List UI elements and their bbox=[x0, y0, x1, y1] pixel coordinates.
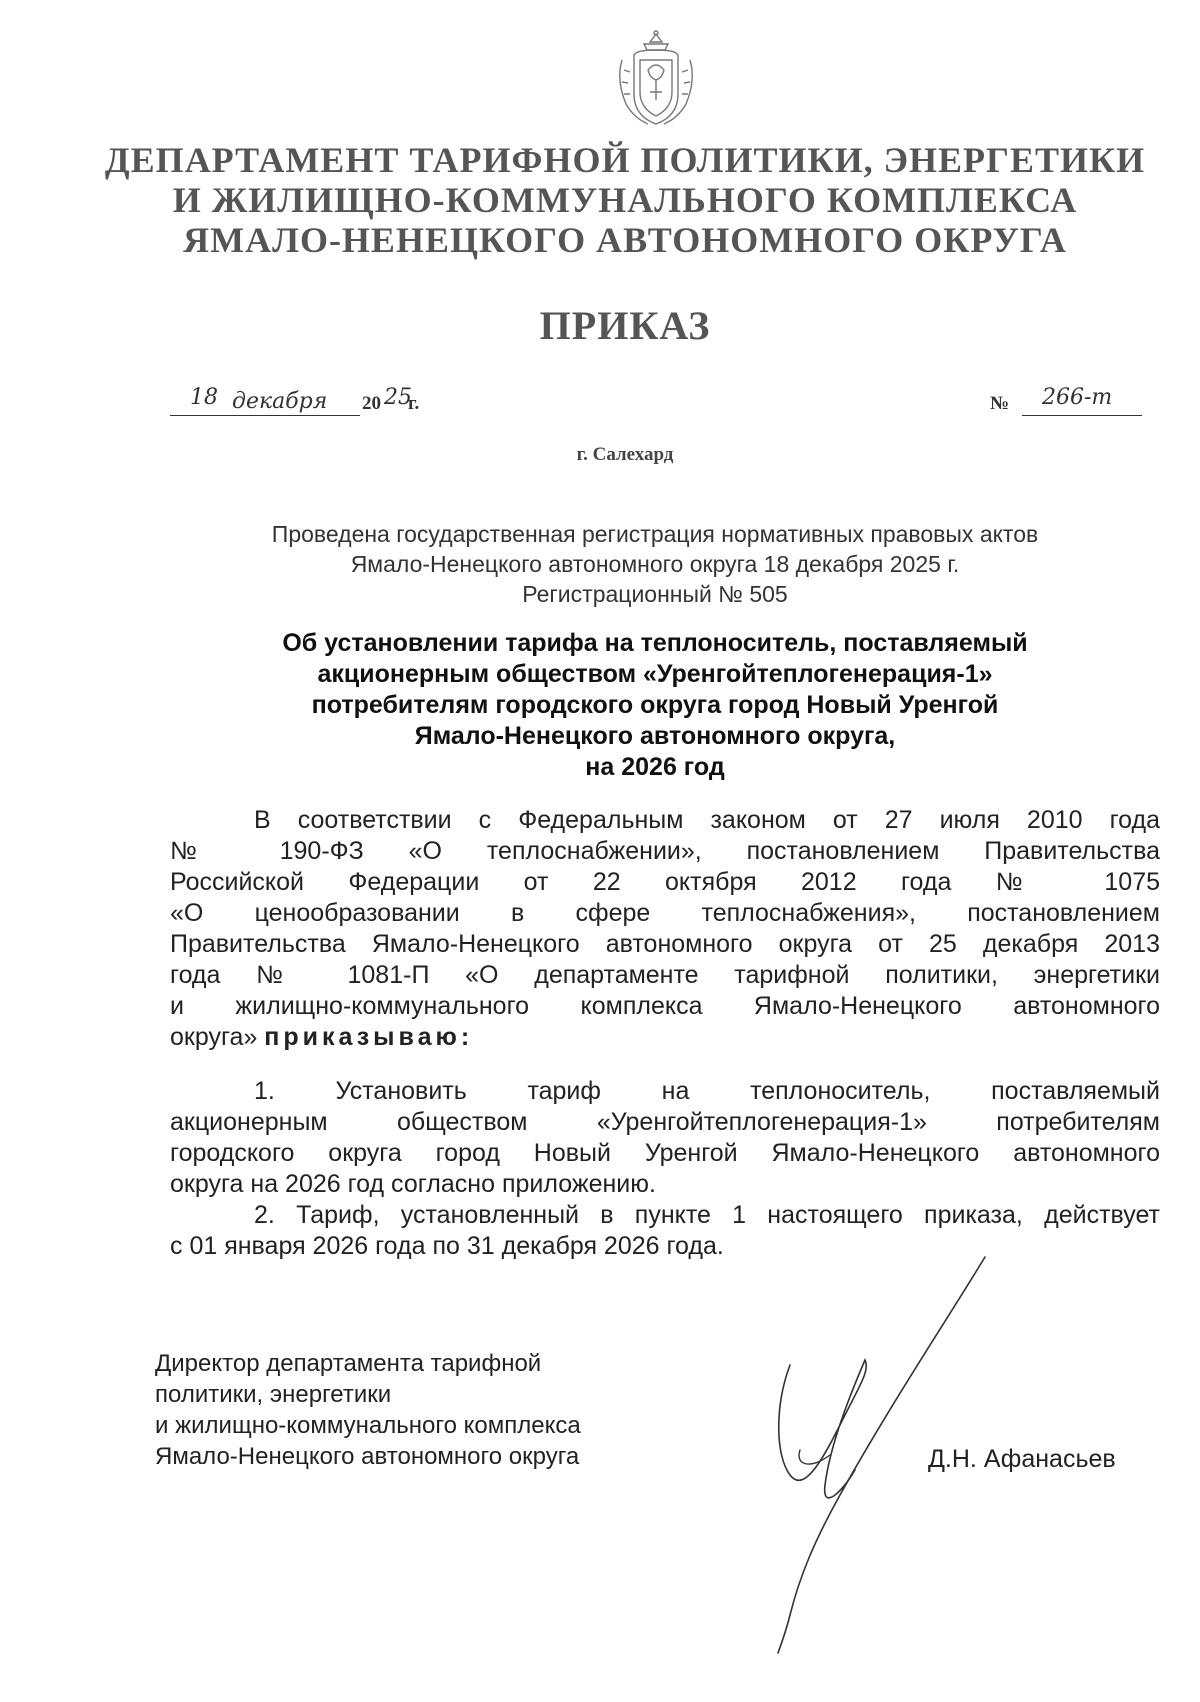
order-date bbox=[170, 385, 430, 425]
preamble-line: и жилищно-коммунального комплекса Ямало-Ненецкого автономного bbox=[170, 992, 1160, 1020]
number-underline bbox=[1022, 415, 1142, 416]
preamble-line: В соответствии с Федеральным законом от 27 июля 2010 года bbox=[254, 806, 1160, 834]
order-word: приказываю: bbox=[264, 1023, 474, 1051]
preamble-paragraph bbox=[170, 805, 1160, 1053]
item-line: округа на 2026 год согласно приложению. bbox=[170, 1170, 656, 1198]
signer-title bbox=[155, 1348, 675, 1472]
department-line: И ЖИЛИЩНО-КОММУНАЛЬНОГО КОМПЛЕКСА bbox=[172, 180, 1078, 220]
preamble-last-line bbox=[170, 1022, 1160, 1053]
order-number bbox=[990, 385, 1150, 425]
registration-line: Ямало-Ненецкого автономного округа 18 декабря 2025 г. bbox=[350, 551, 960, 577]
registration-line: Регистрационный № 505 bbox=[522, 581, 788, 607]
subject-line: акционерным обществом «Уренгойтеплогенерация-1» bbox=[317, 660, 993, 688]
subject-line: потребителям городского округа город Новый Уренгой bbox=[311, 691, 999, 719]
item-line: с 01 января 2026 года по 31 декабря 2026 года. bbox=[170, 1232, 724, 1260]
preamble-line: № 190-ФЗ «О теплоснабжении», постановлением Правительства bbox=[170, 837, 1160, 865]
date-suffix: г. bbox=[408, 393, 420, 414]
date-month: декабря bbox=[232, 389, 328, 414]
preamble-line: года № 1081-П «О департаменте тарифной политики, энергетики bbox=[170, 961, 1160, 989]
signer-title-line: Ямало-Ненецкого автономного округа bbox=[155, 1443, 580, 1470]
city: г. Салехард bbox=[576, 444, 674, 465]
date-century: 20 bbox=[362, 393, 381, 414]
department-line: ЯМАЛО-НЕНЕЦКОГО АВТОНОМНОГО ОКРУГА bbox=[183, 220, 1067, 260]
order-subject bbox=[160, 628, 1150, 783]
item-2 bbox=[170, 1200, 1160, 1262]
signer-title-line: политики, энергетики bbox=[155, 1381, 392, 1408]
document-type: ПРИКАЗ bbox=[539, 303, 711, 348]
registration-note bbox=[160, 519, 1150, 609]
number-value: 266-т bbox=[1042, 385, 1113, 410]
date-year: 25 bbox=[384, 385, 412, 410]
date-underline bbox=[170, 415, 360, 416]
preamble-end: округа» bbox=[170, 1023, 258, 1051]
signer-title-line: Директор департамента тарифной bbox=[155, 1350, 542, 1377]
item-line: 2. Тариф, установленный в пункте 1 настоящего приказа, действует bbox=[254, 1201, 1160, 1229]
department-line: ДЕПАРТАМЕНТ ТАРИФНОЙ ПОЛИТИКИ, ЭНЕРГЕТИКИ bbox=[104, 140, 1146, 180]
date-day: 18 bbox=[190, 385, 218, 410]
subject-line: Ямало-Ненецкого автономного округа, bbox=[414, 722, 896, 750]
item-line: акционерным обществом «Уренгойтеплогенерация-1» потребителям bbox=[170, 1108, 1160, 1136]
subject-line: Об установлении тарифа на теплоноситель, поставляемый bbox=[282, 629, 1028, 657]
subject-line: на 2026 год bbox=[585, 753, 725, 781]
preamble-line: «О ценообразовании в сфере теплоснабжения», постановлением bbox=[170, 899, 1160, 927]
preamble-line: Российской Федерации от 22 октября 2012 года № 1075 bbox=[170, 868, 1160, 896]
signer-name: Д.Н. Афанасьев bbox=[928, 1445, 1116, 1473]
number-label: № bbox=[990, 393, 1010, 414]
item-line: 1. Установить тариф на теплоноситель, поставляемый bbox=[254, 1077, 1160, 1105]
item-line: городского округа город Новый Уренгой Ямало-Ненецкого автономного bbox=[170, 1139, 1160, 1167]
registration-line: Проведена государственная регистрация нормативных правовых актов bbox=[271, 521, 1039, 547]
signer-title-line: и жилищно-коммунального комплекса bbox=[155, 1412, 581, 1439]
coat-of-arms-icon bbox=[612, 30, 700, 130]
department-name bbox=[100, 140, 1150, 260]
item-1 bbox=[170, 1076, 1160, 1200]
preamble-line: Правительства Ямало-Ненецкого автономного округа от 25 декабря 2013 bbox=[170, 930, 1160, 958]
